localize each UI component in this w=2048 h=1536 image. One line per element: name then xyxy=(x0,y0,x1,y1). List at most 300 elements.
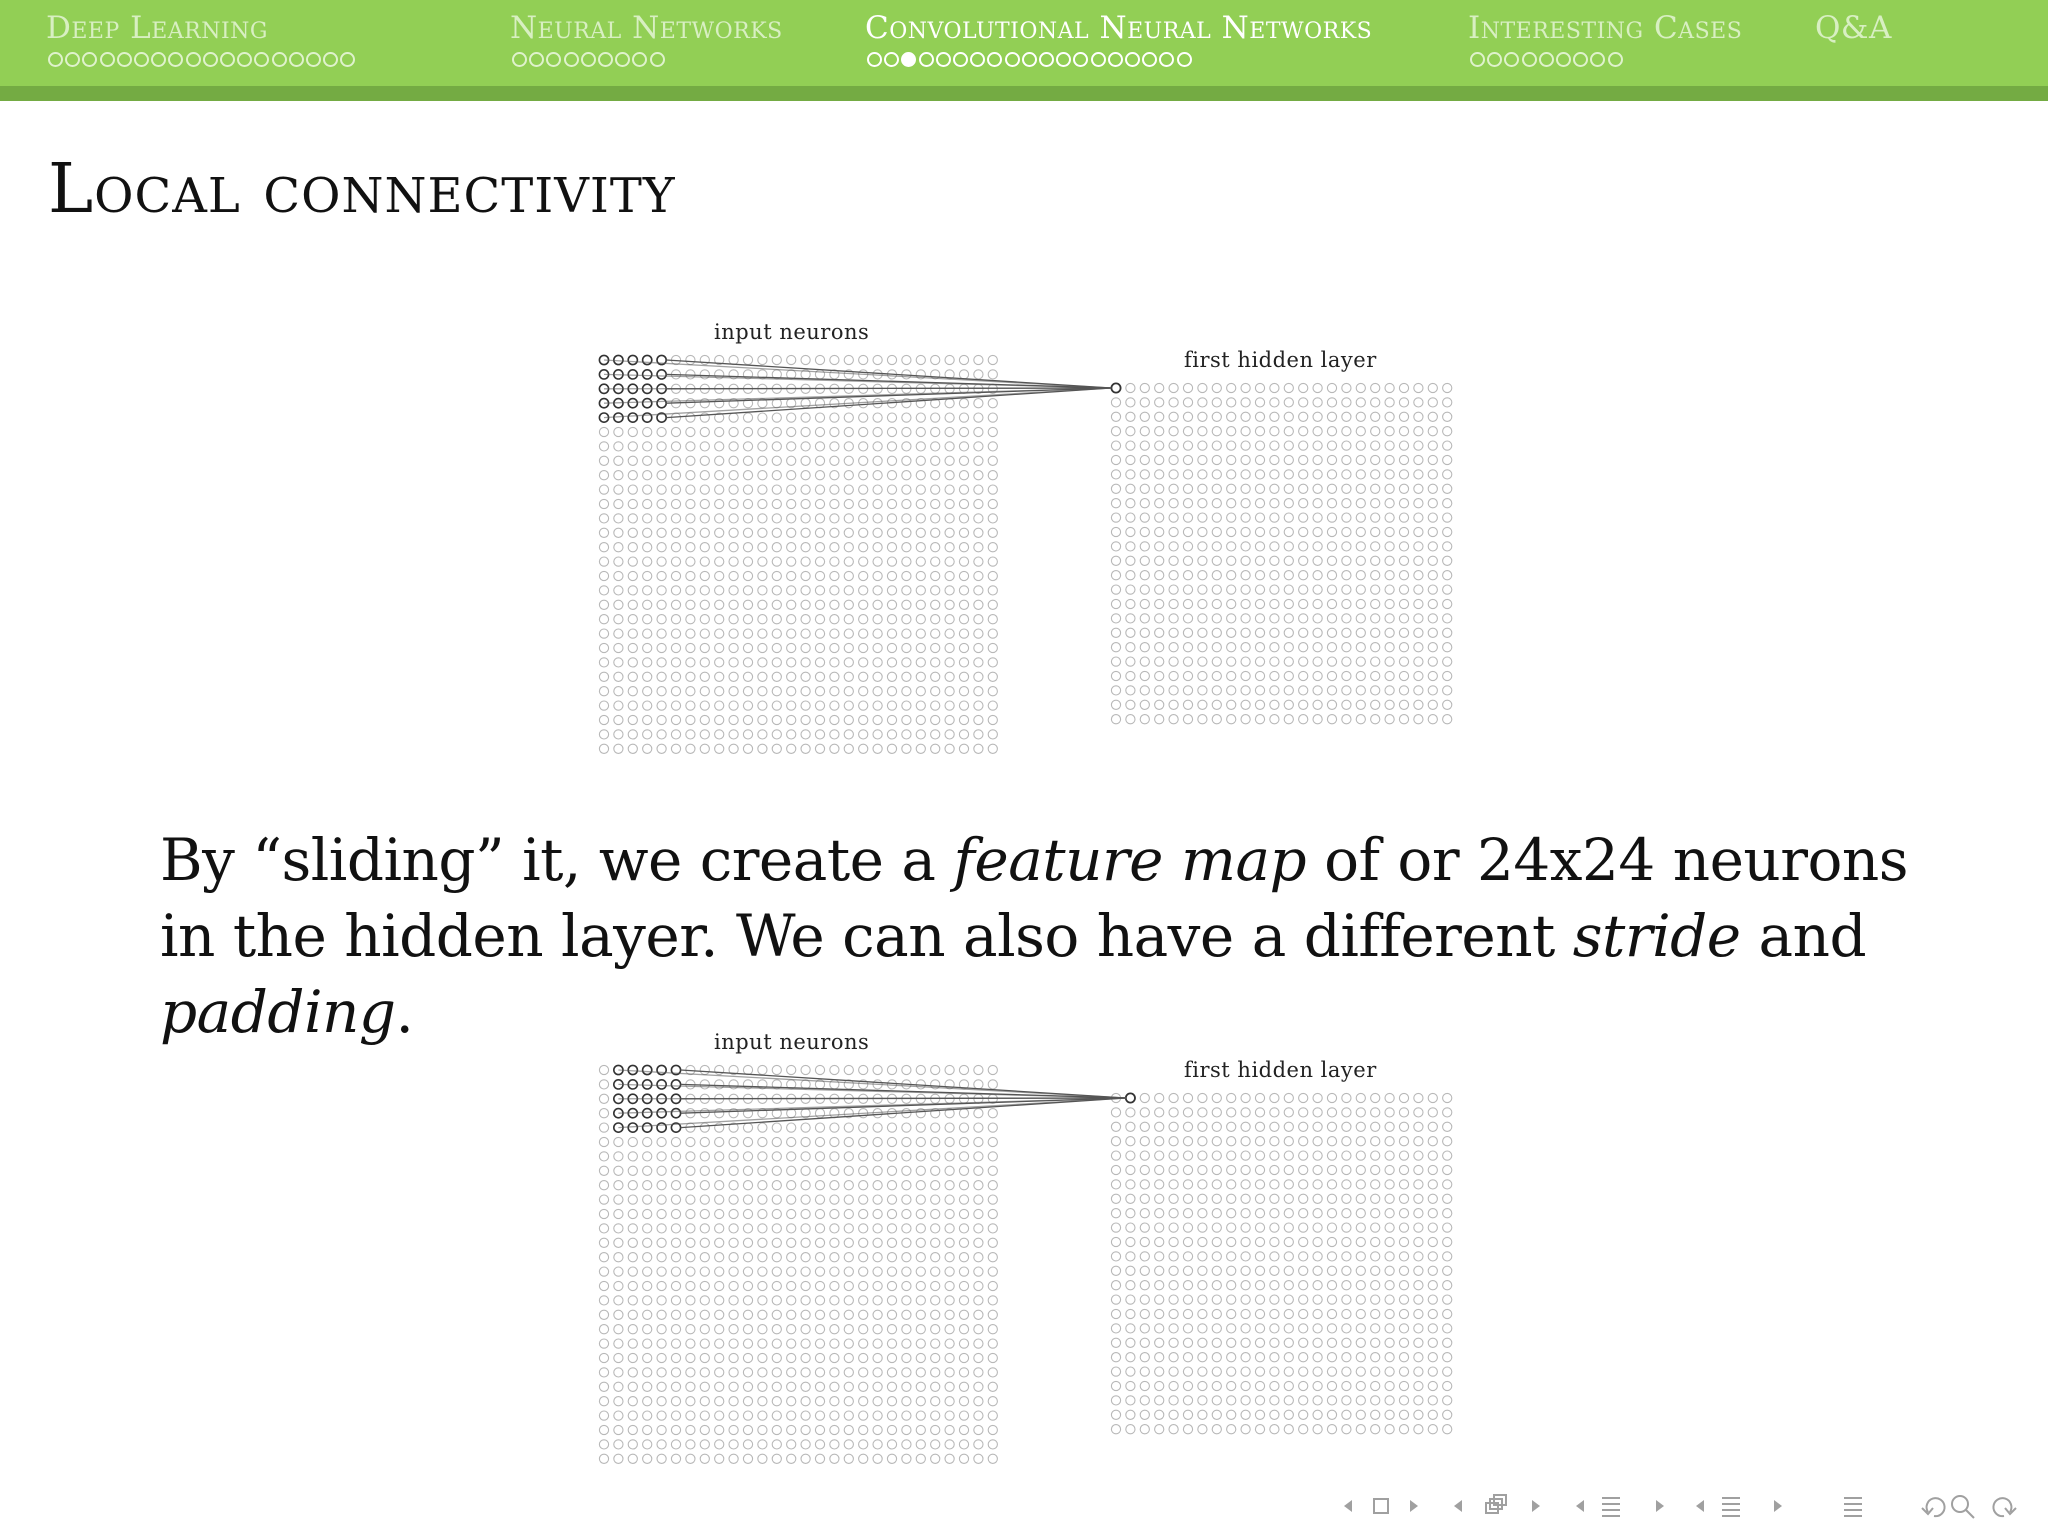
hidden-neuron xyxy=(1299,1381,1308,1390)
hidden-neuron xyxy=(1255,1309,1264,1318)
frame-dot[interactable] xyxy=(186,52,201,67)
input-neuron xyxy=(916,1281,925,1290)
hidden-neuron xyxy=(1198,1410,1207,1419)
input-neuron xyxy=(815,1152,824,1161)
frame-dot[interactable] xyxy=(1022,52,1037,67)
input-neuron xyxy=(599,672,608,681)
frame-dot[interactable] xyxy=(323,52,338,67)
input-neuron xyxy=(743,730,752,739)
input-neuron xyxy=(614,1325,623,1334)
hidden-neuron xyxy=(1270,599,1279,608)
hidden-neuron xyxy=(1385,1165,1394,1174)
input-neuron xyxy=(772,1267,781,1276)
frame-dot[interactable] xyxy=(564,52,579,67)
input-neuron xyxy=(902,1209,911,1218)
frame-dot[interactable] xyxy=(1556,52,1571,67)
input-neuron xyxy=(657,456,666,465)
input-neuron xyxy=(830,1109,839,1118)
input-neuron xyxy=(758,586,767,595)
hidden-neuron xyxy=(1126,671,1135,680)
hidden-neuron xyxy=(1399,643,1408,652)
input-neuron xyxy=(931,557,940,566)
input-neuron xyxy=(700,586,709,595)
input-neuron xyxy=(887,1065,896,1074)
input-neuron xyxy=(988,485,997,494)
input-neuron xyxy=(945,1454,954,1463)
input-neuron xyxy=(931,744,940,753)
input-neuron xyxy=(628,456,637,465)
hidden-neuron xyxy=(1126,1425,1135,1434)
hidden-neuron xyxy=(1169,1338,1178,1347)
input-neuron xyxy=(643,1339,652,1348)
hidden-neuron xyxy=(1183,513,1192,522)
nav-section-qa[interactable] xyxy=(1815,8,1892,48)
frame-dot[interactable] xyxy=(1073,52,1088,67)
input-neuron xyxy=(902,1137,911,1146)
hidden-neuron xyxy=(1227,671,1236,680)
hidden-neuron xyxy=(1284,398,1293,407)
input-neuron xyxy=(715,571,724,580)
frame-dot[interactable] xyxy=(272,52,287,67)
input-neuron xyxy=(988,1253,997,1262)
frame-dot[interactable] xyxy=(1005,52,1020,67)
input-neuron xyxy=(657,701,666,710)
input-neuron xyxy=(787,528,796,537)
nav-subsection-icon[interactable] xyxy=(1454,1495,1540,1513)
hidden-neuron xyxy=(1428,1137,1437,1146)
frame-dot[interactable] xyxy=(867,52,882,67)
hidden-neuron xyxy=(1371,1367,1380,1376)
frame-dot[interactable] xyxy=(1590,52,1605,67)
hidden-neuron xyxy=(1198,1194,1207,1203)
frame-dot[interactable] xyxy=(1522,52,1537,67)
frame-dot[interactable] xyxy=(1608,52,1623,67)
hidden-neuron xyxy=(1155,1180,1164,1189)
input-neuron xyxy=(772,1209,781,1218)
hidden-neuron xyxy=(1414,585,1423,594)
input-neuron xyxy=(988,442,997,451)
hidden-neuron xyxy=(1270,542,1279,551)
hidden-neuron xyxy=(1414,1122,1423,1131)
frame-dot[interactable] xyxy=(632,52,647,67)
hidden-neuron xyxy=(1169,1410,1178,1419)
frame-dot[interactable] xyxy=(254,52,269,67)
input-neuron xyxy=(700,1425,709,1434)
input-neuron xyxy=(959,586,968,595)
input-neuron xyxy=(700,427,709,436)
input-neuron xyxy=(988,1137,997,1146)
hidden-neuron xyxy=(1342,1410,1351,1419)
frame-dot[interactable] xyxy=(953,52,968,67)
input-neuron xyxy=(801,744,810,753)
nav-appendix-icon[interactable] xyxy=(1844,1498,1862,1516)
section-title[interactable]: Convolutional Neural Networks xyxy=(865,10,1373,46)
input-neuron xyxy=(700,1152,709,1161)
hidden-neuron xyxy=(1227,585,1236,594)
hidden-neuron xyxy=(1399,1252,1408,1261)
hidden-neuron xyxy=(1212,1324,1221,1333)
frame-dot[interactable] xyxy=(512,52,527,67)
frame-dot[interactable] xyxy=(117,52,132,67)
frame-dot[interactable] xyxy=(1177,52,1192,67)
input-neuron xyxy=(628,1137,637,1146)
input-neuron xyxy=(743,499,752,508)
hidden-neuron xyxy=(1399,1266,1408,1275)
input-neuron xyxy=(916,1339,925,1348)
frame-dot[interactable] xyxy=(1056,52,1071,67)
hidden-neuron xyxy=(1155,1194,1164,1203)
input-neuron xyxy=(815,1397,824,1406)
input-neuron xyxy=(988,514,997,523)
hidden-neuron xyxy=(1342,1425,1351,1434)
frame-dot[interactable] xyxy=(48,52,63,67)
receptive-field-neuron xyxy=(657,399,666,408)
input-neuron xyxy=(815,543,824,552)
nav-section-deep-learning[interactable] xyxy=(46,8,268,48)
frame-dot[interactable] xyxy=(1487,52,1502,67)
hidden-neuron xyxy=(1399,1281,1408,1290)
input-neuron xyxy=(859,499,868,508)
hidden-neuron xyxy=(1126,686,1135,695)
frame-dot[interactable] xyxy=(1039,52,1054,67)
hidden-neuron xyxy=(1126,441,1135,450)
input-neuron xyxy=(801,672,810,681)
frame-dot[interactable] xyxy=(289,52,304,67)
hidden-neuron xyxy=(1414,628,1423,637)
hidden-neuron xyxy=(1371,484,1380,493)
hidden-neuron xyxy=(1183,571,1192,580)
frame-dot[interactable] xyxy=(65,52,80,67)
frame-dot[interactable] xyxy=(168,52,183,67)
input-neuron xyxy=(643,543,652,552)
input-neuron xyxy=(830,1152,839,1161)
hidden-neuron xyxy=(1327,398,1336,407)
frame-dot[interactable] xyxy=(884,52,899,67)
frame-dot[interactable] xyxy=(151,52,166,67)
frame-dot[interactable] xyxy=(340,52,355,67)
input-neuron xyxy=(974,1181,983,1190)
input-neuron xyxy=(643,1411,652,1420)
input-neuron xyxy=(671,1209,680,1218)
frame-dot[interactable] xyxy=(220,52,235,67)
input-neuron xyxy=(887,1425,896,1434)
input-neuron xyxy=(671,672,680,681)
hidden-neuron xyxy=(1356,1425,1365,1434)
frame-dot[interactable] xyxy=(237,52,252,67)
frame-dot[interactable] xyxy=(581,52,596,67)
input-neuron xyxy=(715,744,724,753)
input-neuron xyxy=(715,543,724,552)
hidden-neuron xyxy=(1399,1367,1408,1376)
input-neuron xyxy=(729,1368,738,1377)
hidden-neuron xyxy=(1270,585,1279,594)
input-neuron xyxy=(945,442,954,451)
hidden-neuron xyxy=(1327,1209,1336,1218)
frame-dot[interactable] xyxy=(987,52,1002,67)
hidden-neuron xyxy=(1140,1194,1149,1203)
input-neuron xyxy=(844,600,853,609)
hidden-neuron xyxy=(1342,427,1351,436)
input-neuron xyxy=(931,1065,940,1074)
input-neuron xyxy=(844,456,853,465)
hidden-neuron xyxy=(1140,484,1149,493)
hidden-neuron xyxy=(1327,1151,1336,1160)
input-neuron xyxy=(931,1440,940,1449)
hidden-neuron xyxy=(1313,1425,1322,1434)
input-neuron xyxy=(671,1137,680,1146)
input-neuron xyxy=(643,615,652,624)
hidden-neuron xyxy=(1371,1410,1380,1419)
hidden-neuron xyxy=(1111,1180,1120,1189)
input-neuron xyxy=(902,543,911,552)
input-neuron xyxy=(902,413,911,422)
input-neuron xyxy=(643,715,652,724)
input-neuron xyxy=(931,1209,940,1218)
input-neuron xyxy=(974,1281,983,1290)
hidden-neuron xyxy=(1227,427,1236,436)
network-diagram xyxy=(590,1026,1460,1476)
hidden-neuron xyxy=(1169,1309,1178,1318)
input-neuron xyxy=(916,1166,925,1175)
hidden-neuron xyxy=(1255,556,1264,565)
hidden-neuron xyxy=(1356,1137,1365,1146)
hidden-neuron xyxy=(1140,715,1149,724)
frame-dot[interactable] xyxy=(615,52,630,67)
frame-dot[interactable] xyxy=(82,52,97,67)
hidden-neuron xyxy=(1327,686,1336,695)
hidden-neuron xyxy=(1169,1093,1178,1102)
input-neuron xyxy=(628,1166,637,1175)
hidden-neuron xyxy=(1111,1209,1120,1218)
hidden-neuron xyxy=(1385,1324,1394,1333)
hidden-neuron xyxy=(1183,1093,1192,1102)
input-neuron xyxy=(743,1325,752,1334)
frame-dot[interactable] xyxy=(919,52,934,67)
hidden-neuron xyxy=(1169,499,1178,508)
input-neuron xyxy=(787,543,796,552)
hidden-neuron xyxy=(1227,1410,1236,1419)
hidden-neuron xyxy=(1443,1338,1452,1347)
hidden-neuron xyxy=(1126,1295,1135,1304)
input-neuron xyxy=(988,687,997,696)
hidden-neuron xyxy=(1183,1180,1192,1189)
hidden-neuron xyxy=(1270,1324,1279,1333)
nav-section-interesting-cases[interactable] xyxy=(1468,8,1742,48)
input-neuron xyxy=(988,586,997,595)
input-neuron xyxy=(700,1123,709,1132)
frame-dot[interactable] xyxy=(650,52,665,67)
input-neuron xyxy=(887,471,896,480)
input-neuron xyxy=(743,1281,752,1290)
section-title[interactable]: Neural Networks xyxy=(510,10,783,46)
hidden-neuron xyxy=(1270,441,1279,450)
hidden-neuron xyxy=(1270,1425,1279,1434)
hidden-neuron xyxy=(1313,527,1322,536)
hidden-neuron xyxy=(1241,671,1250,680)
frame-dot[interactable] xyxy=(1539,52,1554,67)
current-frame-dot[interactable] xyxy=(901,52,916,67)
hidden-neuron xyxy=(1428,643,1437,652)
hidden-neuron xyxy=(1140,542,1149,551)
input-neuron xyxy=(643,485,652,494)
input-neuron xyxy=(801,485,810,494)
hidden-neuron xyxy=(1270,715,1279,724)
input-neuron xyxy=(801,1253,810,1262)
hidden-neuron xyxy=(1313,470,1322,479)
input-neuron xyxy=(902,715,911,724)
hidden-neuron xyxy=(1227,484,1236,493)
hidden-neuron xyxy=(1371,1093,1380,1102)
input-neuron xyxy=(801,1267,810,1276)
receptive-field-neuron xyxy=(643,1080,652,1089)
hidden-neuron xyxy=(1169,1295,1178,1304)
input-neuron xyxy=(614,744,623,753)
input-neuron xyxy=(859,355,868,364)
nav-presentation-icon[interactable] xyxy=(1696,1498,1782,1516)
frame-dot[interactable] xyxy=(936,52,951,67)
input-neuron xyxy=(988,427,997,436)
input-neuron xyxy=(959,471,968,480)
hidden-neuron xyxy=(1284,1151,1293,1160)
input-neuron xyxy=(859,1296,868,1305)
input-neuron xyxy=(916,1123,925,1132)
input-neuron xyxy=(916,1397,925,1406)
frame-dot[interactable] xyxy=(100,52,115,67)
hidden-neuron xyxy=(1284,542,1293,551)
nav-section-convolutional-neural-networks[interactable] xyxy=(865,8,1372,48)
input-neuron xyxy=(787,615,796,624)
frame-dot[interactable] xyxy=(134,52,149,67)
hidden-neuron xyxy=(1371,1165,1380,1174)
frame-dot[interactable] xyxy=(529,52,544,67)
hidden-neuron xyxy=(1126,1194,1135,1203)
hidden-neuron xyxy=(1198,686,1207,695)
input-neuron xyxy=(787,701,796,710)
frame-dot[interactable] xyxy=(1573,52,1588,67)
hidden-neuron xyxy=(1399,1295,1408,1304)
hidden-neuron xyxy=(1198,1381,1207,1390)
hidden-neuron xyxy=(1198,614,1207,623)
frame-dot[interactable] xyxy=(1470,52,1485,67)
input-neuron xyxy=(988,629,997,638)
input-neuron xyxy=(671,514,680,523)
hidden-neuron xyxy=(1313,715,1322,724)
hidden-neuron xyxy=(1270,383,1279,392)
input-neuron xyxy=(671,557,680,566)
input-neuron xyxy=(988,1425,997,1434)
hidden-neuron xyxy=(1155,599,1164,608)
input-neuron xyxy=(931,672,940,681)
hidden-neuron xyxy=(1183,556,1192,565)
hidden-neuron xyxy=(1227,499,1236,508)
nav-search-icon[interactable] xyxy=(1922,1496,2016,1518)
input-neuron xyxy=(916,687,925,696)
hidden-neuron xyxy=(1111,1252,1120,1261)
hidden-neuron xyxy=(1270,499,1279,508)
hidden-neuron xyxy=(1399,527,1408,536)
input-neuron xyxy=(815,600,824,609)
frame-dot[interactable] xyxy=(1125,52,1140,67)
frame-dot[interactable] xyxy=(598,52,613,67)
hidden-neuron xyxy=(1198,513,1207,522)
frame-dot[interactable] xyxy=(1091,52,1106,67)
hidden-neuron xyxy=(1356,1353,1365,1362)
input-neuron xyxy=(945,1382,954,1391)
section-title[interactable]: Q&A xyxy=(1815,10,1892,46)
frame-dot[interactable] xyxy=(306,52,321,67)
section-title[interactable]: Deep Learning xyxy=(46,10,268,46)
hidden-neuron xyxy=(1356,484,1365,493)
hidden-neuron xyxy=(1155,1165,1164,1174)
hidden-neuron xyxy=(1227,1108,1236,1117)
hidden-neuron xyxy=(1356,427,1365,436)
nav-section-neural-networks[interactable] xyxy=(510,8,783,48)
hidden-neuron xyxy=(1342,1108,1351,1117)
hidden-neuron xyxy=(1198,1252,1207,1261)
hidden-neuron xyxy=(1255,671,1264,680)
input-neuron xyxy=(743,1411,752,1420)
input-neuron xyxy=(628,1325,637,1334)
input-neuron xyxy=(628,1368,637,1377)
input-neuron xyxy=(801,1065,810,1074)
frame-dot[interactable] xyxy=(203,52,218,67)
input-neuron xyxy=(772,629,781,638)
input-neuron xyxy=(815,643,824,652)
section-title[interactable]: Interesting Cases xyxy=(1468,10,1743,46)
input-neuron xyxy=(859,615,868,624)
input-neuron xyxy=(657,1310,666,1319)
input-neuron xyxy=(902,1181,911,1190)
hidden-neuron xyxy=(1227,614,1236,623)
hidden-neuron xyxy=(1227,1180,1236,1189)
hidden-neuron xyxy=(1284,643,1293,652)
hidden-neuron xyxy=(1140,1396,1149,1405)
input-neuron xyxy=(599,1181,608,1190)
frame-dot[interactable] xyxy=(1504,52,1519,67)
input-neuron xyxy=(686,528,695,537)
hidden-neuron xyxy=(1284,1137,1293,1146)
nav-section-icon[interactable] xyxy=(1576,1498,1664,1516)
frame-dot[interactable] xyxy=(1108,52,1123,67)
hidden-neuron xyxy=(1356,700,1365,709)
input-neuron xyxy=(859,1166,868,1175)
hidden-neuron xyxy=(1356,383,1365,392)
nav-frame-icon[interactable] xyxy=(1344,1499,1418,1513)
frame-dot[interactable] xyxy=(546,52,561,67)
hidden-neuron xyxy=(1111,1324,1120,1333)
hidden-neuron xyxy=(1356,1252,1365,1261)
input-neuron xyxy=(959,499,968,508)
hidden-neuron xyxy=(1414,1252,1423,1261)
hidden-neuron xyxy=(1313,513,1322,522)
input-neuron xyxy=(801,687,810,696)
input-neuron xyxy=(844,1368,853,1377)
frame-dot[interactable] xyxy=(970,52,985,67)
input-neuron xyxy=(815,715,824,724)
input-neuron xyxy=(844,413,853,422)
hidden-neuron xyxy=(1198,1108,1207,1117)
hidden-neuron xyxy=(1443,1194,1452,1203)
hidden-neuron xyxy=(1126,542,1135,551)
frame-dot[interactable] xyxy=(1142,52,1157,67)
hidden-neuron xyxy=(1284,427,1293,436)
hidden-neuron xyxy=(1169,1425,1178,1434)
frame-dot[interactable] xyxy=(1159,52,1174,67)
input-neuron xyxy=(844,1339,853,1348)
input-neuron xyxy=(974,1411,983,1420)
hidden-neuron xyxy=(1227,441,1236,450)
input-neuron xyxy=(599,442,608,451)
